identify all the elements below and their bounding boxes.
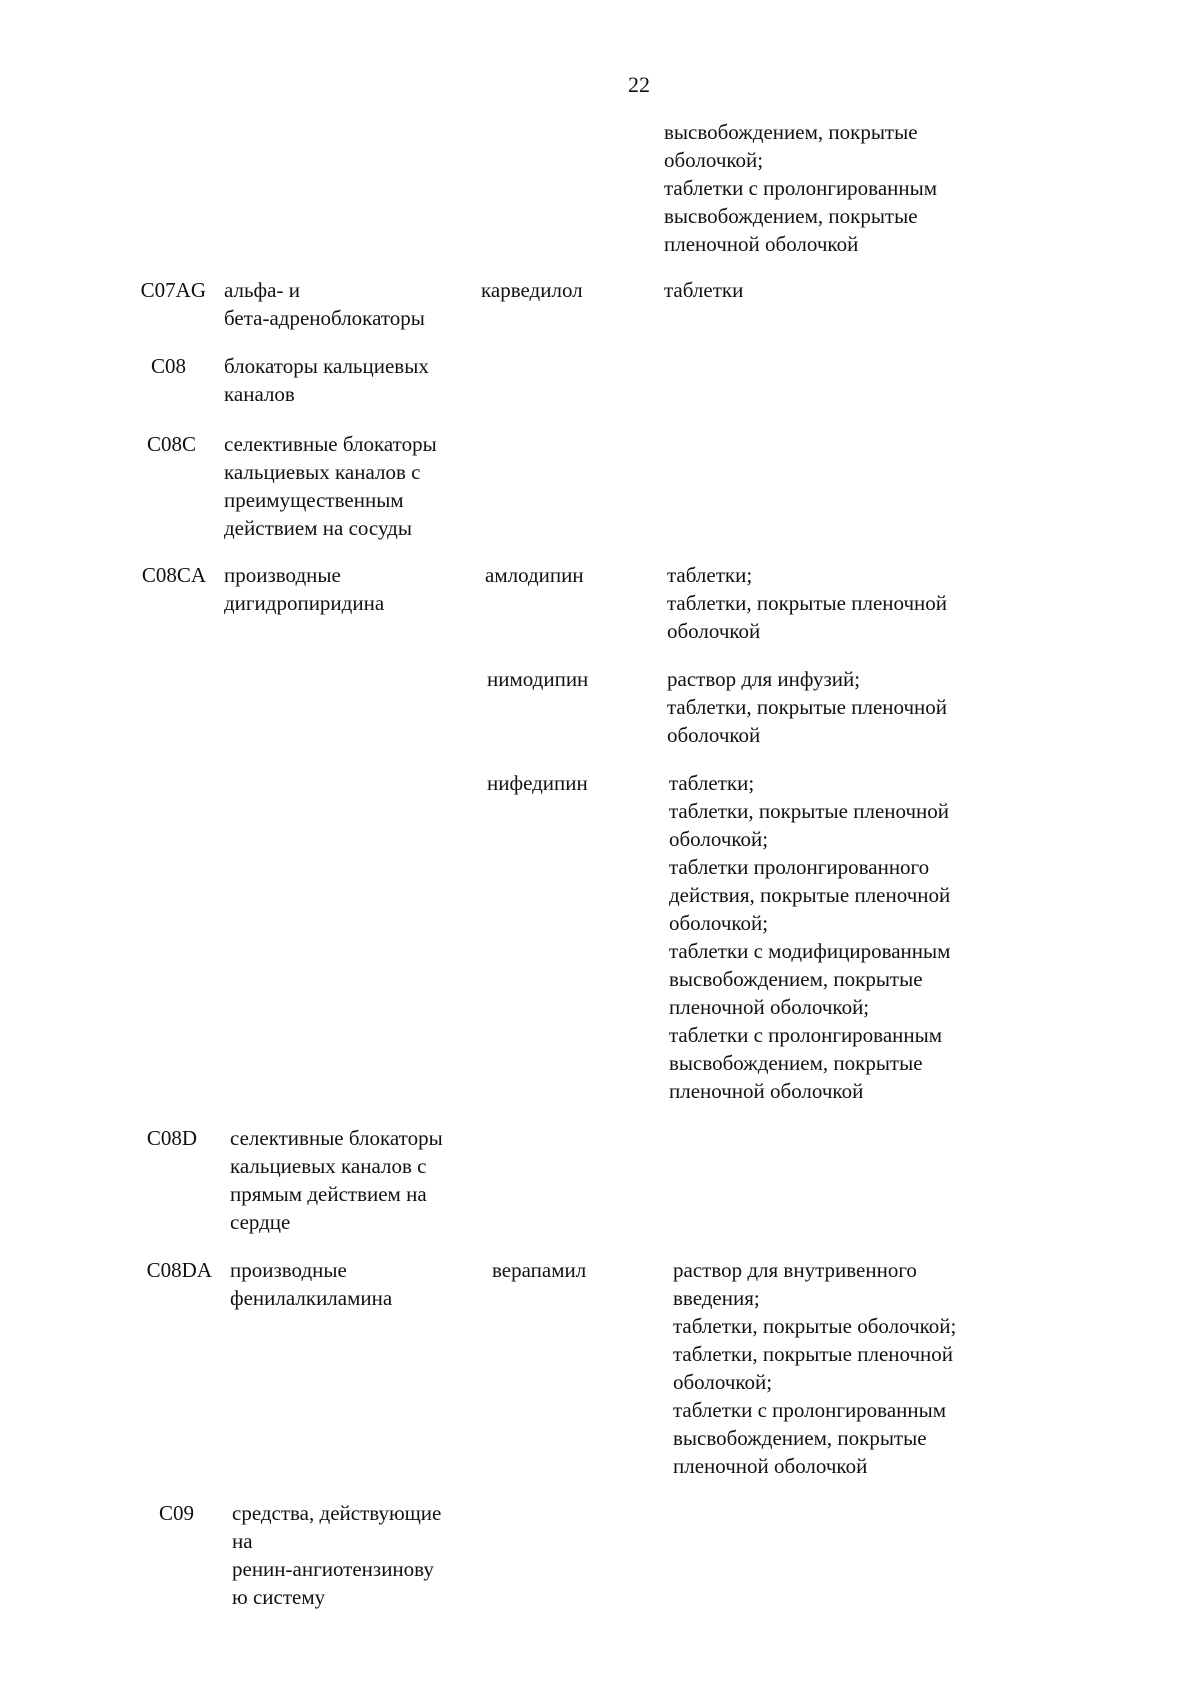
substance-name: амлодипин: [485, 563, 584, 587]
substance-name: нифедипин: [487, 771, 588, 795]
continued-dosage-form: высвобождением, покрытые оболочкой; таблетки с пролонгированным высвобождением, покрытые пленочной оболочкой: [664, 120, 938, 256]
anatomical-group: альфа- и бета-адреноблокаторы: [224, 278, 425, 330]
substance-name: карведилол: [481, 278, 583, 302]
dosage-form: таблетки: [664, 278, 744, 302]
atc-code: C08CA: [141, 563, 206, 587]
anatomical-group: селективные блокаторы кальциевых каналов с преимущественным действием на сосуды: [224, 432, 437, 540]
dosage-form: таблетки; таблетки, покрытые пленочной оболочкой; таблетки пролонгированного действия, покрытые пленочной оболочкой; таблетки с модифицированным высвобождением, покрытые пленочной оболочкой; таблетки с пролонгированным высвобождением, покрытые пленочной оболочкой: [669, 771, 951, 1103]
anatomical-group: производные фенилалкиламина: [230, 1258, 393, 1310]
substance-name: нимодипин: [487, 667, 589, 691]
atc-code: C08C: [146, 432, 196, 456]
anatomical-group: средства, действующие на ренин-ангиотензинову ю систему: [232, 1501, 442, 1609]
anatomical-group: селективные блокаторы кальциевых каналов с прямым действием на сердце: [230, 1126, 443, 1234]
dosage-form: таблетки; таблетки, покрытые пленочной оболочкой: [667, 563, 948, 643]
page-number: 22: [628, 72, 650, 97]
dosage-form: раствор для инфузий; таблетки, покрытые пленочной оболочкой: [667, 667, 948, 747]
atc-code: C08D: [146, 1126, 197, 1150]
atc-code: C07AG: [140, 278, 206, 302]
atc-code: C08: [150, 354, 186, 378]
substance-name: верапамил: [492, 1258, 587, 1282]
anatomical-group: производные дигидропиридина: [224, 563, 385, 615]
atc-code: C09: [158, 1501, 194, 1525]
dosage-form: раствор для внутривенного введения; таблетки, покрытые оболочкой; таблетки, покрытые пленочной оболочкой; таблетки с пролонгированным высвобождением, покрытые пленочной оболочкой: [673, 1258, 957, 1478]
atc-code: C08DA: [146, 1258, 212, 1282]
anatomical-group: блокаторы кальциевых каналов: [224, 354, 429, 406]
